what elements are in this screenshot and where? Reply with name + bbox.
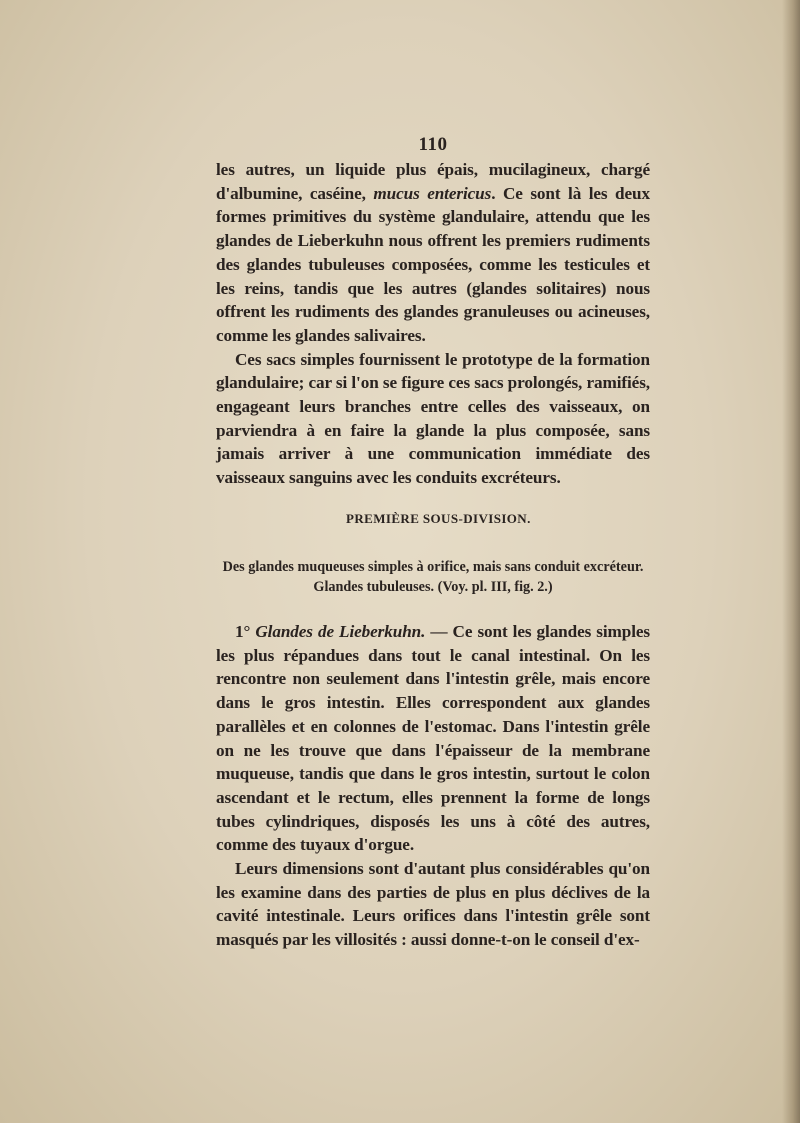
paragraph: Leurs dimensions sont d'autant plus considérables qu'on les examine dans des parties de plus en plus déclives de la cavité intestinale. Leurs orifices dans l'intestin grêle sont masqués par les villosités : aussi donne-t-on le conseil d'ex-	[216, 859, 650, 950]
paragraph	[216, 158, 650, 348]
body-text-bottom	[216, 620, 650, 952]
italic-heading: Glandes de Lieberkuhn.	[255, 622, 426, 641]
section-heading: PREMIÈRE SOUS-DIVISION.	[346, 511, 531, 526]
caption-line: Des glandes muqueuses simples à orifice, mais sans conduit excréteur.	[222, 559, 644, 575]
italic-term: mucus entericus	[373, 183, 492, 203]
page-edge-shadow	[782, 0, 800, 1123]
body-text-top	[216, 158, 650, 490]
paragraph-lead: 1°	[235, 622, 256, 641]
paragraph-text: les autres, un liquide plus épais, mucilagineux, chargé d'albumine, caséine,	[216, 160, 650, 203]
paragraph-text: — Ce sont les glandes simples les plus répandues dans tout le canal intestinal. On les rencontre non seulement dans l'intestin grêle, mais encore dans le gros intestin. Elles correspondent aux glandes parallèles et en colonnes de l'estomac. Dans l'intestin grêle on ne les trouve que dans l'épaisseur de la membrane muqueuse, tandis que dans le gros intestin, surtout le colon ascendant et le rectum, elles prennent la forme de longs tubes cylindriques, disposés les uns à côté des autres, comme des tuyaux d'orgue.	[216, 622, 651, 855]
caption-line: Glandes tubuleuses. (Voy. pl. III, fig. 2.)	[313, 579, 553, 595]
page-number: 110	[418, 134, 448, 155]
paragraph-text: . Ce sont là les deux formes primitives du système glandulaire, attendu que les glandes de Lieberkuhn nous offrent les premiers rudiments des glandes tubuleuses composées, comme les testicules et les reins, tandis que les autres (glandes solitaires) nous offrent les rudiments des glandes granuleuses ou acineuses, comme les glandes salivaires.	[216, 183, 650, 345]
paragraph	[216, 620, 650, 857]
paragraph: Ces sacs simples fournissent le prototype de la formation glandulaire; car si l'on se figure ces sacs prolongés, ramifiés, engageant leurs branches entre celles des vaisseaux, on parviendra à en faire la glande la plus composée, sans jamais arriver à une communication immédiate des vaisseaux sanguins avec les conduits excréteurs.	[216, 349, 650, 488]
subsection-caption	[210, 557, 656, 597]
